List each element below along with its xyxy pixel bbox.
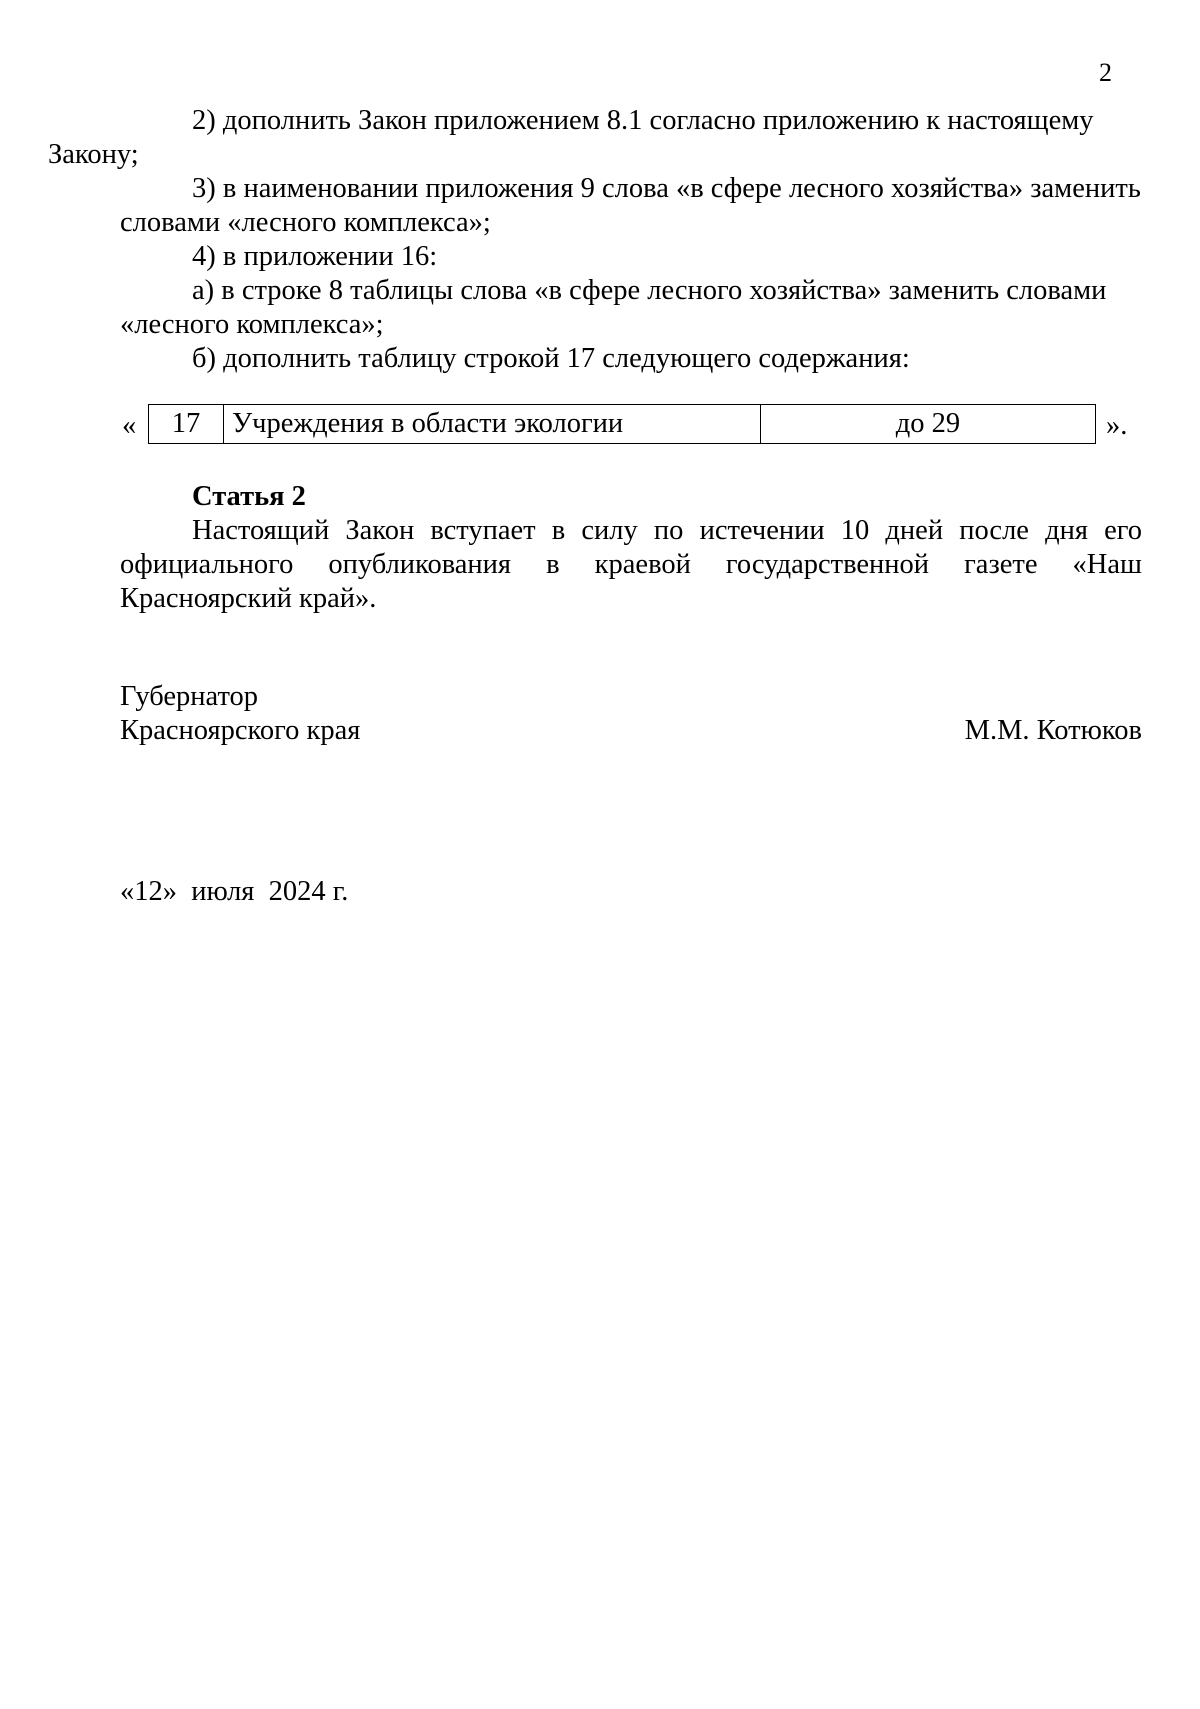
item-2-line1: 2) дополнить Закон приложением 8.1 согласно приложению к настоящему (192, 105, 1094, 136)
item-3 (120, 172, 1142, 240)
row-name-cell: Учреждения в области экологии (224, 405, 761, 444)
item-3-line2: словами «лесного комплекса»; (120, 207, 491, 238)
page-number: 2 (1099, 58, 1112, 87)
table (148, 404, 1096, 444)
signature-title-line1: Губернатор (120, 681, 259, 712)
amendments-list (48, 104, 1142, 376)
item-2-line2: Закону; (48, 139, 139, 170)
item-4a (120, 274, 1142, 342)
row-number-cell: 17 (149, 405, 224, 444)
open-quote: « (122, 410, 137, 441)
item-4b (120, 342, 1142, 376)
signer-name: М.М. Котюков (964, 715, 1142, 746)
article-2 (120, 480, 1142, 616)
item-4-line1: 4) в приложении 16: (192, 241, 438, 272)
article-text: Настоящий Закон вступает в силу по истечении 10 дней после дня его официального опубликования в краевой государственной газете «Наш Красноярский край». (120, 515, 1142, 614)
item-4b-line1: б) дополнить таблицу строкой 17 следующего содержания: (192, 343, 910, 374)
signature-title-line2: Красноярского края (120, 715, 361, 746)
article-title: Статья 2 (192, 481, 306, 512)
close-quote: ». (1106, 410, 1128, 441)
item-4a-line1: а) в строке 8 таблицы слова «в сфере лесного хозяйства» заменить словами (192, 275, 1107, 306)
row-value-cell: до 29 (761, 405, 1096, 444)
document-date: «12» июля 2024 г. (120, 876, 349, 907)
item-3-line1: 3) в наименовании приложения 9 слова «в сфере лесного хозяйства» заменить (192, 173, 1141, 204)
table-row (149, 405, 1096, 444)
signature-block (120, 680, 1142, 748)
item-4 (120, 240, 1142, 274)
item-4a-line2: «лесного комплекса»; (120, 309, 384, 340)
item-2 (48, 104, 1142, 172)
added-table-row (120, 404, 1142, 444)
